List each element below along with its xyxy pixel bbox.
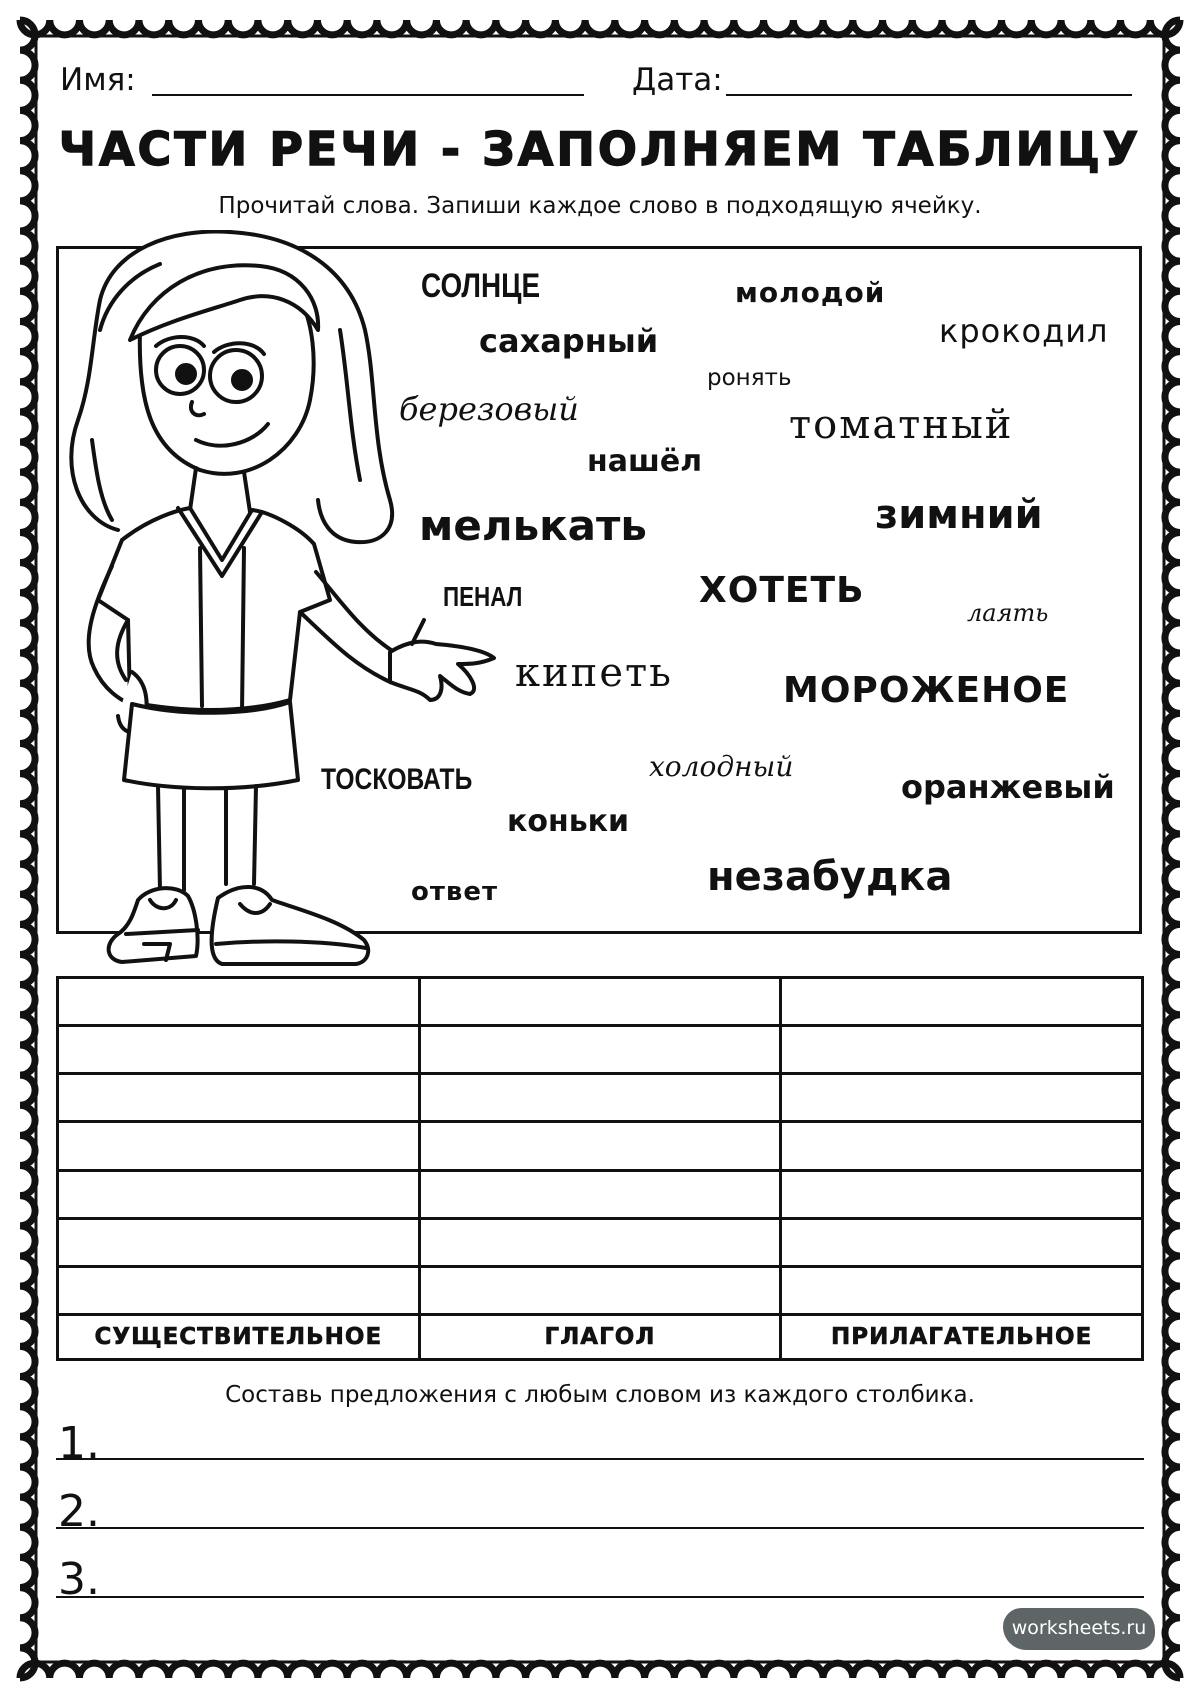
sentence-line[interactable] (56, 1596, 1144, 1598)
table-cell[interactable] (58, 978, 420, 1026)
column-header-verb: ГЛАГОЛ (419, 1314, 781, 1359)
sentence-line[interactable] (56, 1458, 1144, 1460)
word-item: МОРОЖЕНОЕ (783, 670, 1070, 711)
word-item: крокодил (939, 312, 1109, 350)
date-field-line[interactable] (726, 94, 1132, 96)
word-item: лаять (967, 599, 1049, 627)
table-cell[interactable] (58, 1266, 420, 1314)
word-item: оранжевый (901, 768, 1115, 806)
table-row (58, 1074, 1143, 1122)
table-cell[interactable] (781, 978, 1143, 1026)
sentences-instruction: Составь предложения с любым словом из каждого столбика. (225, 1382, 975, 1408)
table-cell[interactable] (419, 1218, 781, 1266)
word-item: незабудка (707, 854, 953, 900)
column-header-noun: СУЩЕСТВИТЕЛЬНОЕ (58, 1314, 420, 1359)
table-cell[interactable] (781, 1170, 1143, 1218)
table-cell[interactable] (419, 1074, 781, 1122)
table-row (58, 1170, 1143, 1218)
girl-illustration (58, 230, 498, 980)
table-cell[interactable] (419, 1122, 781, 1170)
table-header-row (58, 1314, 1143, 1359)
table-row (58, 978, 1143, 1026)
table-cell[interactable] (58, 1218, 420, 1266)
parts-of-speech-table (56, 976, 1144, 1361)
sentence-number: 3. (58, 1554, 100, 1605)
word-item: зимний (875, 492, 1043, 538)
instruction-text: Прочитай слова. Запиши каждое слово в подходящую ячейку. (218, 193, 982, 219)
table-row (58, 1122, 1143, 1170)
word-item: ронять (707, 365, 792, 391)
table-cell[interactable] (781, 1026, 1143, 1074)
table-cell[interactable] (58, 1170, 420, 1218)
word-item: коньки (507, 804, 630, 839)
word-item: ответ (411, 877, 499, 907)
column-header-adjective: ПРИЛАГАТЕЛЬНОЕ (781, 1314, 1143, 1359)
table-cell[interactable] (58, 1026, 420, 1074)
word-item: ТОСКОВАТЬ (321, 763, 473, 796)
table-cell[interactable] (781, 1218, 1143, 1266)
table-cell[interactable] (58, 1074, 420, 1122)
word-item: мелькать (419, 501, 647, 550)
word-item: кипеть (515, 650, 673, 696)
table-cell[interactable] (419, 1170, 781, 1218)
word-item: томатный (789, 402, 1014, 448)
table-row (58, 1266, 1143, 1314)
table-cell[interactable] (781, 1074, 1143, 1122)
word-item: сахарный (479, 322, 659, 360)
table-row (58, 1218, 1143, 1266)
word-item: березовый (399, 390, 579, 428)
page-title: ЧАСТИ РЕЧИ - ЗАПОЛНЯЕМ ТАБЛИЦУ (58, 122, 1142, 176)
word-item: молодой (735, 276, 886, 309)
table-cell[interactable] (58, 1122, 420, 1170)
word-item: холодный (649, 750, 794, 783)
word-item: ХОТЕТЬ (699, 570, 865, 611)
name-field-line[interactable] (152, 94, 584, 96)
name-label: Имя: (60, 62, 136, 98)
table-cell[interactable] (419, 978, 781, 1026)
table-cell[interactable] (419, 1266, 781, 1314)
sentence-line[interactable] (56, 1527, 1144, 1529)
table-cell[interactable] (781, 1266, 1143, 1314)
table-row (58, 1026, 1143, 1074)
word-item: СОЛНЦЕ (421, 267, 541, 305)
word-item: ПЕНАЛ (443, 581, 523, 612)
word-item: нашёл (587, 444, 703, 479)
date-label: Дата: (632, 62, 723, 98)
table-cell[interactable] (419, 1026, 781, 1074)
sentence-number: 1. (58, 1418, 100, 1469)
table-cell[interactable] (781, 1122, 1143, 1170)
site-watermark: worksheets.ru (1003, 1608, 1155, 1650)
sentence-number: 2. (58, 1486, 100, 1537)
